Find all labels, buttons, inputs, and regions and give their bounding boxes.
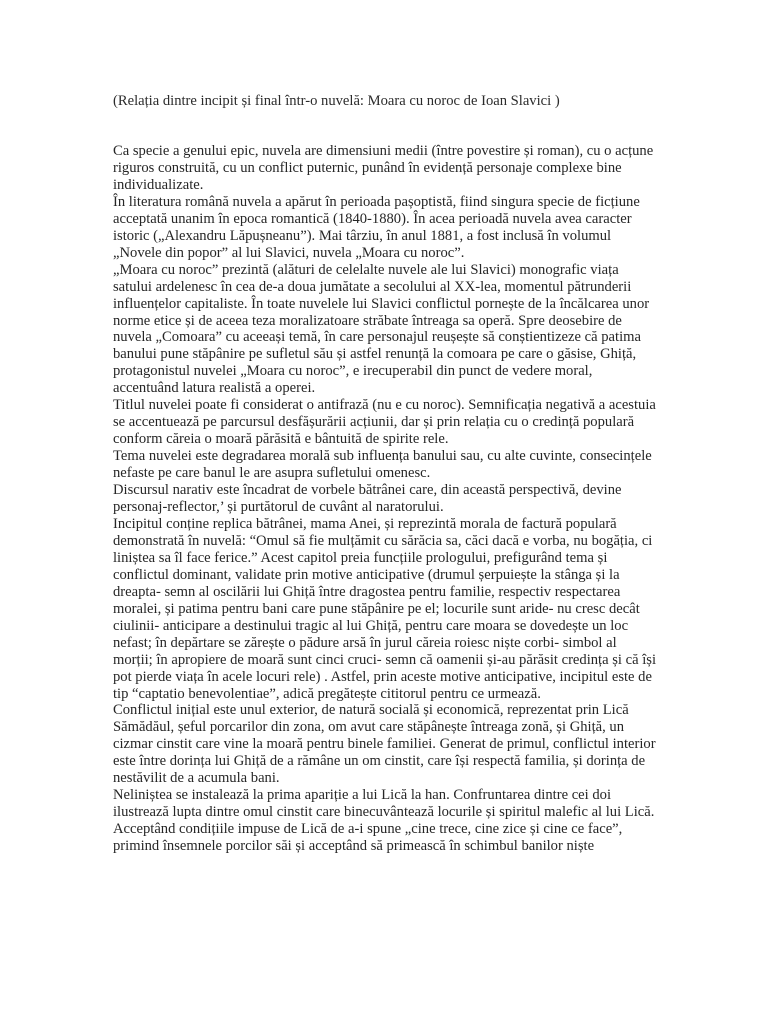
paragraph: Incipitul conține replica bătrânei, mama Anei, și reprezintă morala de factură populară demonstrată în nuvelă: “Omul să fie mulțămit cu sărăcia sa, căci dacă e vorba, nu bogăția, ci liniștea sa îl face ferice.” Acest capitol preia funcțiile prologului, prefigurând tema și conflictul dominant, validate prin motive anticipative (drumul șerpuiește la stânga și la dreapta- semn al oscilării lui Ghiță între dragostea pentru familie, respectiv respectarea moralei, și patima pentru bani care pune stăpânire pe el; locurile sunt aride- nu cresc decât ciulinii- anticipare a destinului tragic al lui Ghiță, pentru care moara se dovedește un loc nefast; în depărtare se zărește o pădure arsă în jurul căreia roiesc niște corbi- simbol al morții; în apropiere de moară sunt cinci cruci- semn că oamenii și-au părăsit credința și că își pot pierde viața în acele locuri rele) . Astfel, prin aceste motive anticipative, incipitul este de tip “captatio benevolentiae”, adică pregătește cititorul pentru ce urmează.: [113, 515, 657, 702]
document-title: (Relația dintre incipit și final într-o nuvelă: Moara cu noroc de Ioan Slavici ): [113, 93, 560, 109]
paragraph: „Moara cu noroc” prezintă (alături de celelalte nuvele ale lui Slavici) monografic viața satului ardelenesc în cea de-a doua jumătate a secolului al XX-lea, momentul pătrunderii influențelor capitaliste. În toate nuvelele lui Slavici conflictul pornește de la încălcarea unor norme etice și de aceea teza moralizatoare străbate întreaga sa operă. Spre deosebire de nuvela „Comoara” cu aceeași temă, în care personajul reușește să conștientizeze că patima banului pune stăpânire pe sufletul său și astfel renunță la comoara pe care o găsise, Ghiță, protagonistul nuvelei „Moara cu noroc”, e irecuperabil din punct de vedere moral, accentuând latura realistă a operei.: [113, 261, 650, 397]
paragraph: În literatura română nuvela a apărut în perioada pașoptistă, fiind singura specie de ficțiune acceptată unanim în epoca romantică (1840-1880). În acea perioadă nuvela avea caracter istoric („Alexandru Lăpușneanu”). Mai târziu, în anul 1881, a fost inclusă în volumul „Novele din popor” al lui Slavici, nuvela „Moara cu noroc”.: [113, 193, 640, 261]
paragraph: Ca specie a genului epic, nuvela are dimensiuni medii (între povestire și roman), cu o acțune riguros construită, cu un conflict puternic, punând în evidență personaje complexe bine individualizate.: [113, 143, 654, 193]
paragraph: Tema nuvelei este degradarea morală sub influența banului sau, cu alte cuvinte, consecințele nefaste pe care banul le are asupra sufletului omenesc.: [113, 448, 652, 482]
document-body: [113, 143, 658, 855]
paragraph: Titlul nuvelei poate fi considerat o antifrază (nu e cu noroc). Semnificația negativă a acestuia se accentuează pe parcursul desfășurării acțiunii, dar și prin relația cu o credință populară conform căreia o moară părăsită e bântuită de spirite rele.: [113, 397, 656, 448]
paragraph: Neliniștea se instalează la prima apariție a lui Lică la han. Confruntarea dintre cei doi ilustrează lupta dintre omul cinstit care binecuvântează locurile și spiritul malefic al lui Lică. Acceptând condițiile impuse de Lică de a-i spune „cine trece, cine zice și cine ce face”, primind însemnele porcilor săi și acceptând să primească în schimbul banilor niște: [113, 787, 655, 855]
paragraph: Conflictul inițial este unul exterior, de natură socială și economică, reprezentat prin Lică Sămădăul, șeful porcarilor din zona, om avut care stăpânește întreaga zonă, și Ghiță, un cizmar cinstit care vine la moară pentru binele familiei. Generat de primul, conflictul interior este între dorința lui Ghiță de a rămâne un om cinstit, care își respectă familia, și dorința de nestăvilit de a acumula bani.: [113, 702, 656, 787]
paragraph: Discursul narativ este încadrat de vorbele bătrânei care, din această perspectivă, devine personaj-reflector,’ și purtătorul de cuvânt al naratorului.: [113, 482, 622, 516]
